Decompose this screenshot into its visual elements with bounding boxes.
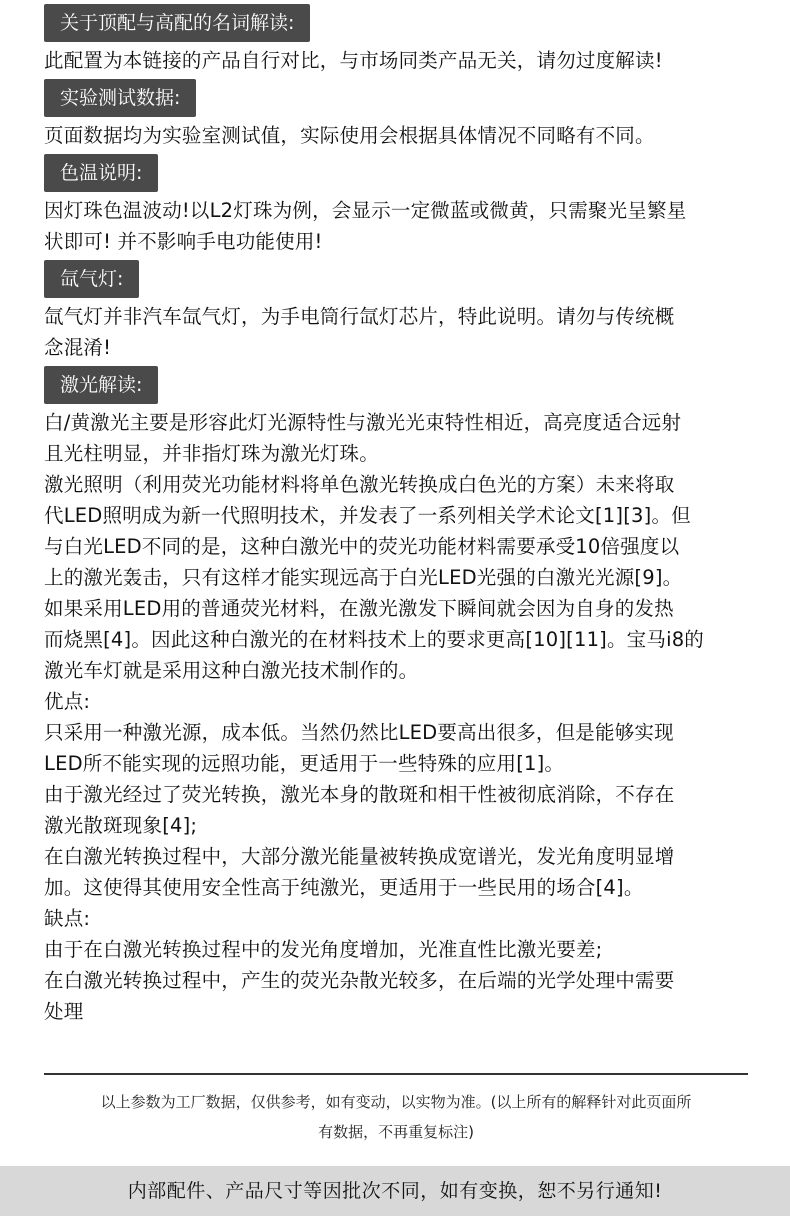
section-heading: 实验测试数据:: [44, 79, 196, 117]
section-body: [44, 45, 754, 76]
body-line: 而烧黑[4]。因此这种白激光的在材料技术上的要求更高[10][11]。宝马i8的: [44, 628, 705, 651]
body-line: 状即可! 并不影响手电功能使用!: [44, 230, 323, 253]
body-line: 与白光LED不同的是，这种白激光中的荧光功能材料需要承受10倍强度以: [44, 535, 680, 558]
body-line: 代LED照明成为新一代照明技术，并发表了一系列相关学术论文[1][3]。但: [44, 504, 691, 527]
footer-line: 以上参数为工厂数据，仅供参考，如有变动，以实物为准。(以上所有的解释针对此页面所: [100, 1093, 692, 1111]
pros-label: 优点:: [44, 690, 91, 713]
section-heading: 激光解读:: [44, 366, 158, 404]
document-content: [44, 4, 754, 1030]
bottom-notice-text: 内部配件、产品尺寸等因批次不同，如有变换，恕不另行通知!: [127, 1180, 663, 1202]
body-line: 激光散斑现象[4];: [44, 814, 198, 837]
body-line: 念混淆!: [44, 336, 112, 359]
body-line: 页面数据均为实验室测试值，实际使用会根据具体情况不同略有不同。: [44, 124, 655, 147]
body-line: 在白激光转换过程中，产生的荧光杂散光较多，在后端的光学处理中需要: [44, 969, 675, 992]
body-line: 因灯珠色温波动!以L2灯珠为例，会显示一定微蓝或微黄，只需聚光呈繁星: [44, 199, 687, 222]
body-line: 激光照明（利用荧光功能材料将单色激光转换成白色光的方案）未来将取: [44, 473, 675, 496]
body-line: 只采用一种激光源，成本低。当然仍然比LED要高出很多，但是能够实现: [44, 721, 674, 744]
body-line: 白/黄激光主要是形容此灯光源特性与激光光束特性相近，高亮度适合远射: [44, 411, 682, 434]
section-body: [44, 195, 754, 257]
section-body: [44, 120, 754, 151]
section-naming: [44, 4, 754, 76]
cons-label: 缺点:: [44, 907, 91, 930]
section-body: [44, 407, 754, 1027]
section-color-temp: [44, 154, 754, 257]
body-line: 如果采用LED用的普通荧光材料，在激光激发下瞬间就会因为自身的发热: [44, 597, 674, 620]
body-line: 此配置为本链接的产品自行对比，与市场同类产品无关，请勿过度解读!: [44, 49, 663, 72]
body-line: 由于激光经过了荧光转换，激光本身的散斑和相干性被彻底消除，不存在: [44, 783, 675, 806]
body-line: 由于在白激光转换过程中的发光角度增加，光准直性比激光要差;: [44, 938, 603, 961]
section-laser: [44, 366, 754, 1027]
section-heading: 色温说明:: [44, 154, 158, 192]
section-lab-data: [44, 79, 754, 151]
section-body: [44, 301, 754, 363]
body-line: 氙气灯并非汽车氙气灯，为手电筒行氙灯芯片，特此说明。请勿与传统概: [44, 305, 675, 328]
body-line: 处理: [44, 1000, 84, 1023]
section-heading: 关于顶配与高配的名词解读:: [44, 4, 310, 42]
body-line: 且光柱明显，并非指灯珠为激光灯珠。: [44, 442, 379, 465]
bottom-notice-bar: [0, 1166, 790, 1216]
section-heading: 氙气灯:: [44, 260, 139, 298]
section-xenon: [44, 260, 754, 363]
body-line: 加。这使得其使用安全性高于纯激光，更适用于一些民用的场合[4]。: [44, 876, 644, 899]
footer-divider: [44, 1073, 748, 1075]
footer-line: 有数据，不再重复标注): [318, 1123, 474, 1141]
footer-disclaimer: [44, 1087, 748, 1147]
body-line: 激光车灯就是采用这种白激光技术制作的。: [44, 659, 419, 682]
body-line: 上的激光轰击，只有这样才能实现远高于白光LED光强的白激光光源[9]。: [44, 566, 683, 589]
body-line: LED所不能实现的远照功能，更适用于一些特殊的应用[1]。: [44, 752, 565, 775]
body-line: 在白激光转换过程中，大部分激光能量被转换成宽谱光，发光角度明显增: [44, 845, 675, 868]
